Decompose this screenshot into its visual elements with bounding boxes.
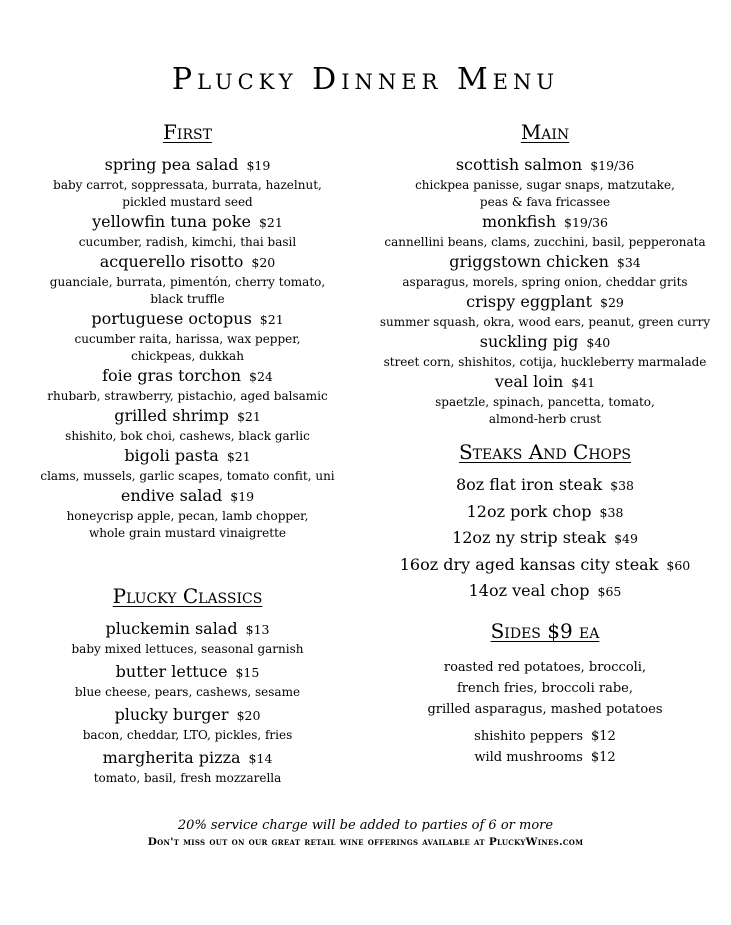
- item-description: bacon, cheddar, LTO, pickles, fries: [82, 728, 293, 742]
- steaks-items-list: [375, 472, 715, 605]
- item-price: $38: [599, 504, 624, 520]
- item-price: $49: [614, 531, 638, 546]
- item-price: $20: [236, 708, 261, 723]
- item-name: endive salad: [120, 486, 223, 505]
- item-name: grilled shrimp: [114, 406, 229, 425]
- item-name: griggstown chicken: [449, 252, 609, 271]
- menu-item: [10, 211, 365, 251]
- menu-item: [10, 308, 365, 365]
- menu-item: [375, 552, 715, 579]
- left-column: [10, 120, 365, 787]
- item-price: $34: [616, 255, 641, 270]
- item-description: guanciale, burrata, pimentón, cherry tomato,: [49, 275, 326, 289]
- menu-item: [375, 154, 715, 211]
- item-description: street corn, shishitos, cotija, huckleberry marmalade: [383, 355, 707, 369]
- item-price: $65: [597, 584, 622, 599]
- item-price: $21: [258, 215, 283, 230]
- menu-item: [375, 291, 715, 331]
- item-name: foie gras torchon: [102, 366, 241, 385]
- item-price: $60: [666, 557, 691, 573]
- item-name: 8oz flat iron steak: [455, 475, 603, 494]
- item-price: $21: [236, 409, 261, 424]
- right-column: [375, 120, 715, 768]
- item-description: summer squash, okra, wood ears, peanut, green curry: [379, 315, 711, 329]
- item-description: baby carrot, soppressata, burrata, hazelnut,: [53, 178, 322, 192]
- item-price: $14: [248, 751, 273, 766]
- item-name: wild mushrooms: [474, 749, 583, 765]
- menu-item: [375, 525, 715, 552]
- item-price: $13: [245, 622, 270, 637]
- menu-item: [10, 485, 365, 542]
- sides-line: roasted red potatoes, broccoli,: [443, 659, 647, 675]
- item-price: $12: [591, 728, 616, 744]
- menu-item: [375, 211, 715, 251]
- menu-title: Plucky Dinner Menu: [171, 62, 560, 97]
- item-name: bigoli pasta: [124, 446, 219, 465]
- side-extra-item: [375, 726, 715, 747]
- item-price: $19/36: [564, 215, 608, 230]
- classics-items-list: [10, 618, 365, 787]
- item-name: veal loin: [494, 372, 564, 391]
- item-price: $15: [235, 665, 260, 680]
- classics-heading: Plucky Classics: [112, 584, 263, 608]
- menu-item: [10, 661, 365, 701]
- item-name: acquerello risotto: [99, 252, 244, 271]
- item-name: plucky burger: [114, 705, 229, 724]
- item-price: $21: [226, 449, 251, 464]
- item-description: honeycrisp apple, pecan, lamb chopper,: [66, 509, 309, 523]
- item-name: 16oz dry aged kansas city steak: [399, 554, 659, 574]
- item-name: spring pea salad: [104, 155, 239, 174]
- item-description: chickpea panisse, sugar snaps, matzutake,: [415, 178, 675, 192]
- menu-item: [375, 331, 715, 371]
- menu-item: [10, 747, 365, 787]
- item-name: crispy eggplant: [466, 292, 593, 311]
- item-description: spaetzle, spinach, pancetta, tomato,: [435, 395, 655, 409]
- menu-item: [10, 365, 365, 405]
- steaks-heading: Steaks And Chops: [458, 440, 632, 464]
- item-price: $21: [259, 312, 284, 327]
- sides-line: french fries, broccoli rabe,: [456, 680, 633, 696]
- menu-item: [375, 472, 715, 499]
- item-name: yellowfin tuna poke: [92, 212, 251, 231]
- menu-item: [10, 154, 365, 211]
- service-charge-note: 20% service charge will be added to parties of 6 or more: [177, 818, 554, 833]
- menu-item: [375, 578, 715, 605]
- menu-item: [10, 618, 365, 658]
- item-name: scottish salmon: [455, 155, 583, 174]
- item-price: $19/36: [590, 158, 635, 173]
- item-description: black truffle: [150, 292, 225, 306]
- menu-item: [10, 405, 365, 445]
- item-description: chickpeas, dukkah: [131, 349, 244, 363]
- menu-item: [375, 251, 715, 291]
- wine-offer-note: Don't miss out on our great retail wine offerings available at PluckyWines.com: [147, 836, 584, 848]
- side-extra-item: [375, 747, 715, 768]
- item-description: peas & fava fricassee: [479, 195, 611, 209]
- item-description: whole grain mustard vinaigrette: [88, 526, 286, 540]
- main-items-list: [375, 154, 715, 428]
- item-name: 14oz veal chop: [468, 581, 590, 600]
- item-description: almond-herb crust: [488, 412, 602, 426]
- menu-item: [10, 445, 365, 485]
- item-description: shishito, bok choi, cashews, black garlic: [65, 429, 310, 443]
- item-name: 12oz ny strip steak: [452, 528, 607, 547]
- sides-line: grilled asparagus, mashed potatoes: [427, 701, 663, 717]
- first-items-list: [10, 154, 365, 542]
- item-description: pickled mustard seed: [122, 195, 253, 209]
- item-price: $40: [586, 335, 611, 350]
- item-name: butter lettuce: [115, 662, 228, 681]
- item-price: $19: [246, 158, 271, 173]
- item-description: cucumber raita, harissa, wax pepper,: [74, 332, 301, 346]
- sides-list: [375, 657, 715, 768]
- item-description: tomato, basil, fresh mozzarella: [93, 771, 282, 785]
- menu-item: [10, 251, 365, 308]
- item-name: suckling pig: [479, 332, 579, 351]
- item-description: cucumber, radish, kimchi, thai basil: [78, 235, 297, 249]
- item-price: $24: [249, 369, 273, 384]
- item-name: monkfish: [482, 212, 556, 231]
- sides-heading: Sides $9 ea: [490, 618, 600, 643]
- item-description: clams, mussels, garlic scapes, tomato confit, uni: [40, 469, 335, 483]
- item-price: $41: [571, 375, 596, 390]
- first-heading: First: [163, 120, 212, 144]
- item-name: shishito peppers: [474, 728, 583, 744]
- menu-item: [10, 704, 365, 744]
- item-description: rhubarb, strawberry, pistachio, aged balsamic: [47, 389, 328, 403]
- item-description: asparagus, morels, spring onion, cheddar grits: [402, 275, 688, 289]
- item-name: margherita pizza: [102, 748, 241, 767]
- item-price: $19: [230, 489, 255, 504]
- item-description: blue cheese, pears, cashews, sesame: [74, 685, 301, 699]
- item-name: portuguese octopus: [91, 309, 252, 328]
- main-heading: Main: [520, 120, 570, 144]
- item-name: pluckemin salad: [105, 619, 238, 638]
- item-price: $12: [590, 749, 616, 765]
- item-price: $20: [251, 255, 276, 270]
- item-description: cannellini beans, clams, zucchini, basil, pepperonata: [384, 235, 706, 249]
- item-price: $38: [610, 478, 635, 493]
- item-name: 12oz pork chop: [466, 501, 592, 521]
- menu-item: [375, 499, 715, 526]
- item-price: $29: [600, 295, 624, 310]
- item-description: baby mixed lettuces, seasonal garnish: [71, 642, 304, 656]
- menu-item: [375, 371, 715, 428]
